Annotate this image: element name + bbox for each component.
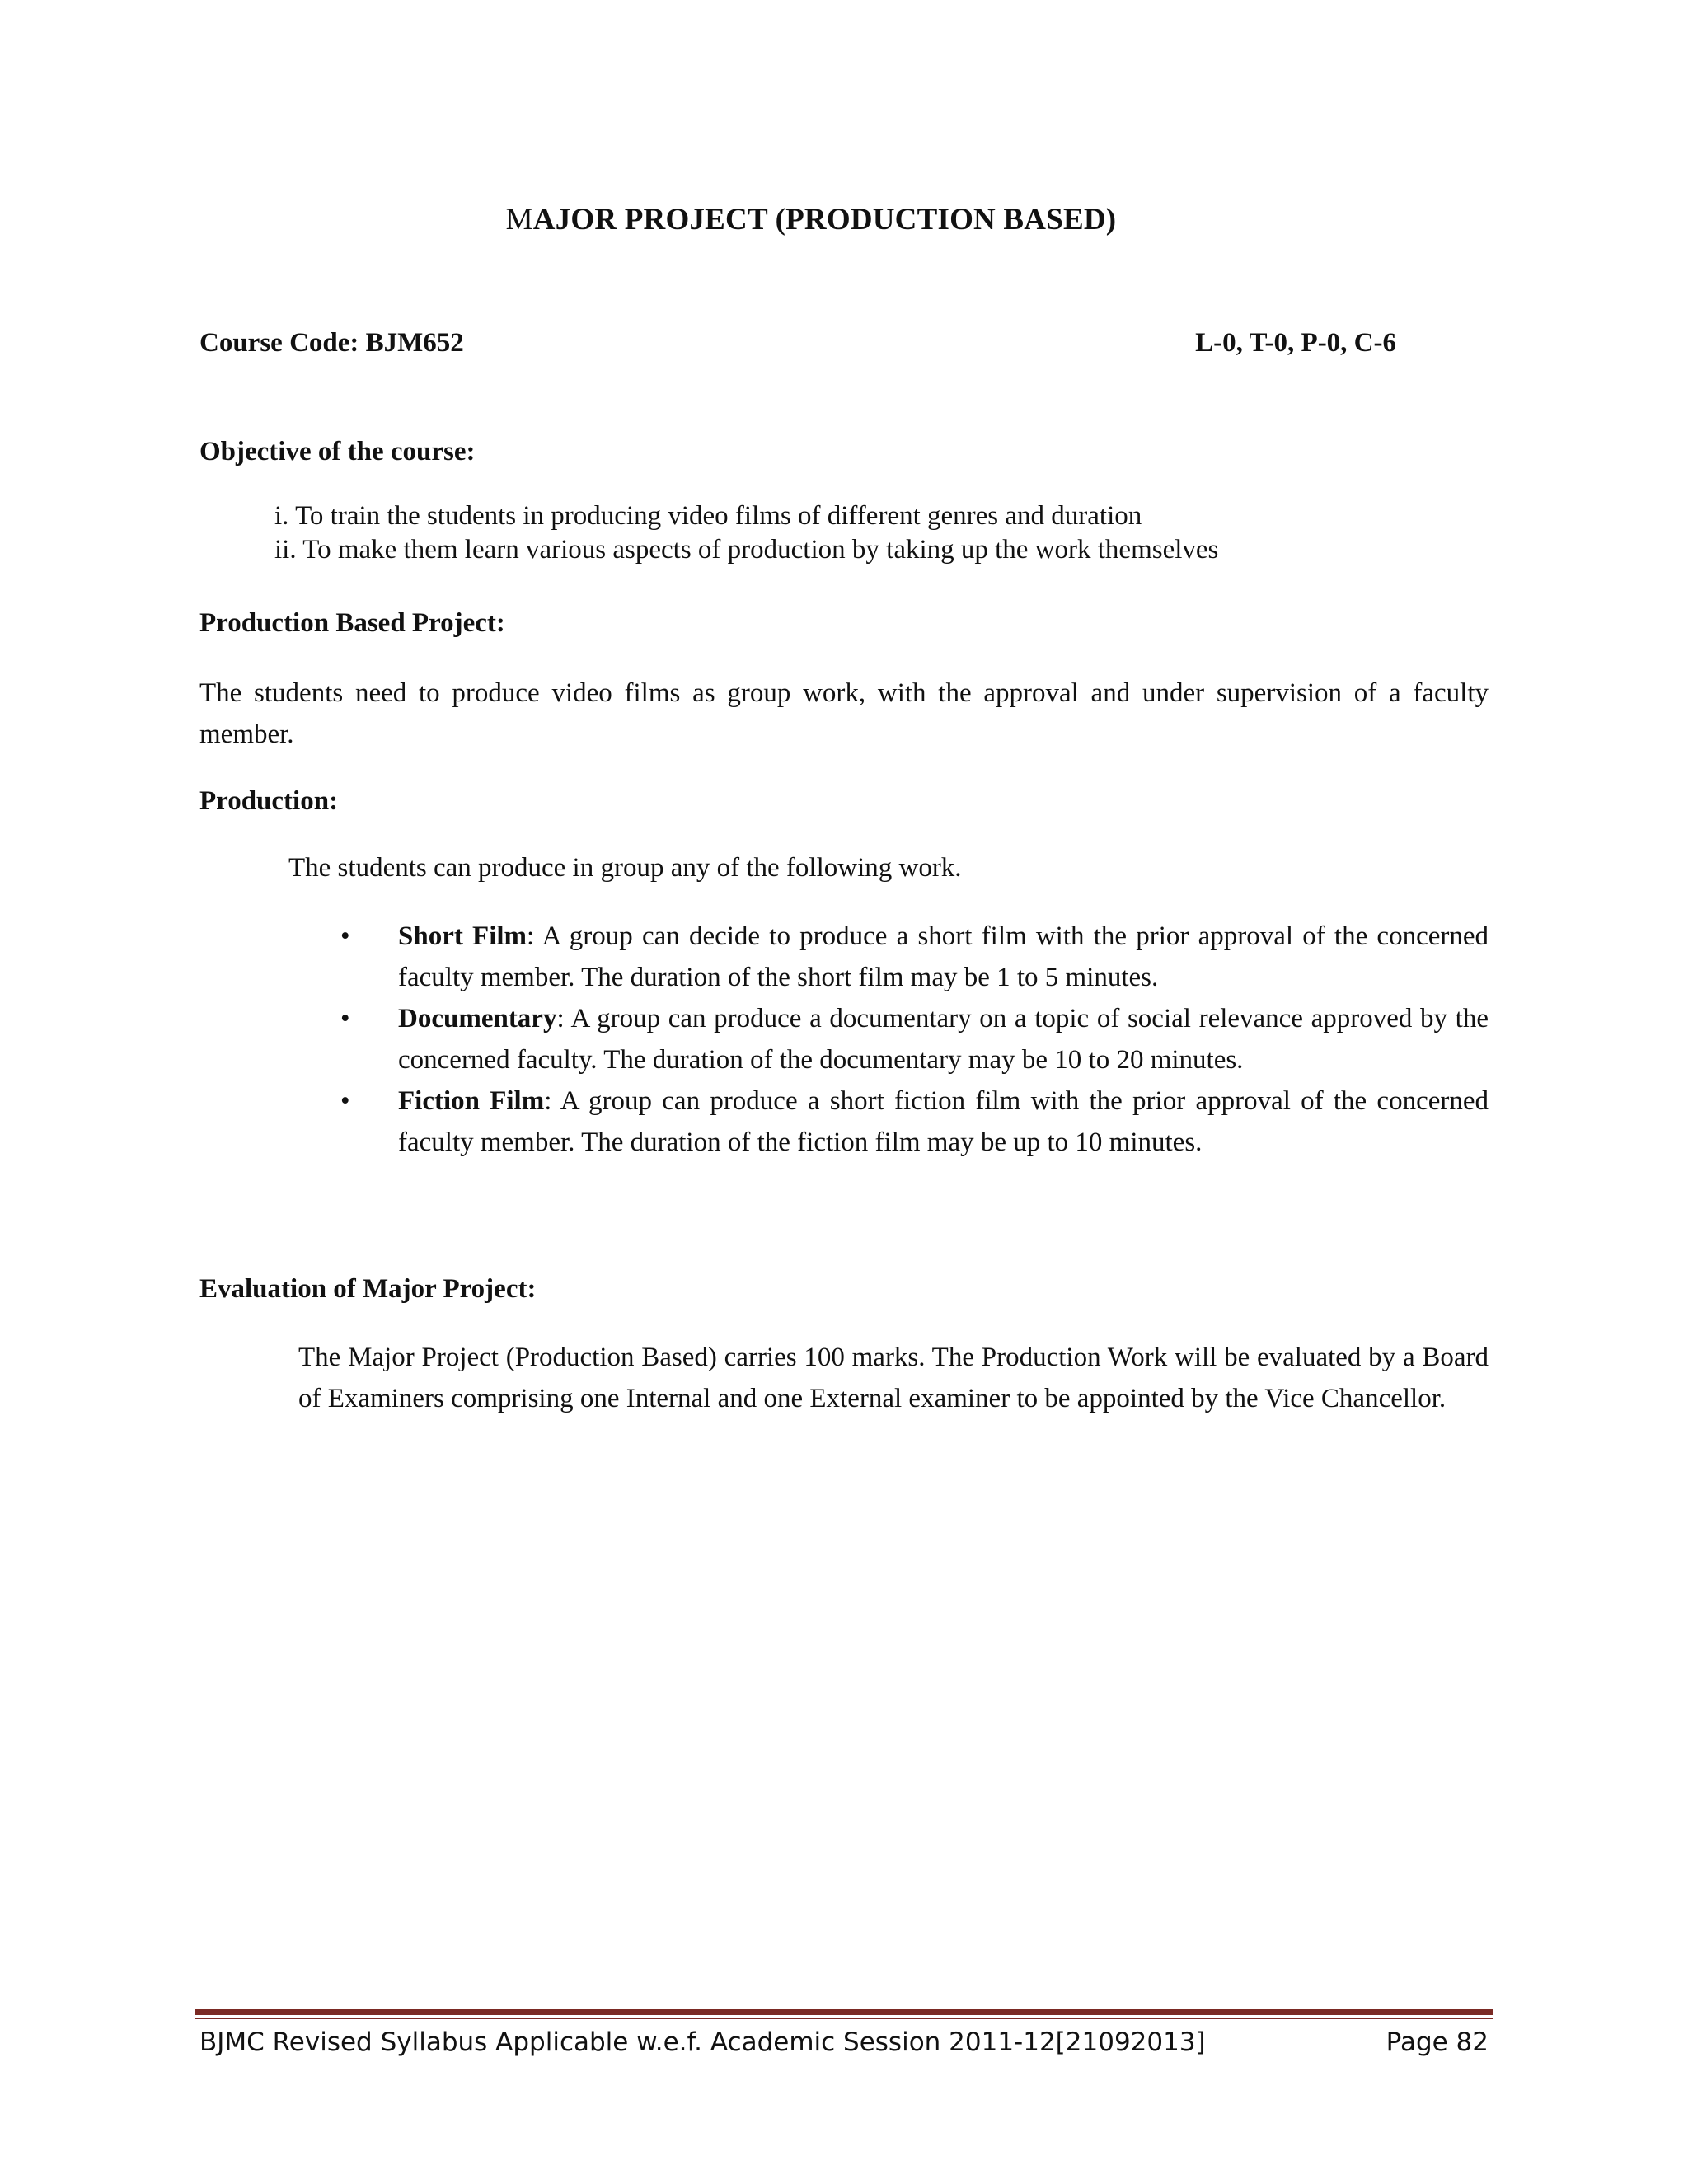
production-heading: Production: <box>199 786 339 816</box>
evaluation-heading: Evaluation of Major Project: <box>199 1274 537 1304</box>
bullet-icon: • <box>340 1086 350 1116</box>
production-based-project-heading: Production Based Project: <box>199 608 505 638</box>
page-footer <box>199 2027 1489 2057</box>
option-description: : A group can produce a short fiction film with the prior approval of the concerned faculty member. The duration of the fiction film may be up to 10 minutes. <box>398 1086 1489 1157</box>
objective-list <box>274 499 1218 567</box>
list-item <box>340 916 1489 998</box>
page-number: Page 82 <box>1386 2027 1489 2057</box>
production-based-project-text: The students need to produce video films as group work, with the approval and under supervision of a faculty member. <box>199 678 1489 749</box>
evaluation-text: The Major Project (Production Based) carries 100 marks. The Production Work will be evaluated by a Board of Examiners comprising one Internal and one External examiner to be appointed by the Vice Chancellor. <box>298 1343 1489 1413</box>
list-item <box>340 998 1489 1080</box>
footer-divider-thin <box>195 2018 1493 2019</box>
objective-heading: Objective of the course: <box>199 437 476 466</box>
objective-item: ii. To make them learn various aspects of production by taking up the work themselves <box>274 535 1219 565</box>
footer-divider <box>195 2009 1493 2015</box>
page-title <box>0 202 1622 237</box>
bullet-icon: • <box>340 921 350 951</box>
list-item <box>340 1080 1489 1163</box>
footer-text: BJMC Revised Syllabus Applicable w.e.f. Academic Session 2011-12[21092013] <box>199 2027 1206 2057</box>
course-code: Course Code: BJM652 <box>199 328 464 358</box>
option-description: : A group can decide to produce a short film with the prior approval of the concerned faculty member. The duration of the short film may be 1 to 5 minutes. <box>398 921 1489 992</box>
option-term: Short Film <box>398 921 528 951</box>
option-term: Fiction Film <box>398 1086 545 1116</box>
title-text: AJOR PROJECT (PRODUCTION BASED) <box>532 203 1117 237</box>
bullet-icon: • <box>340 1004 350 1033</box>
option-description: : A group can produce a documentary on a topic of social relevance approved by the concerned faculty. The duration of the documentary may be 10 to 20 minutes. <box>398 1004 1489 1075</box>
title-first-letter: M <box>505 203 533 237</box>
objective-item: i. To train the students in producing video films of different genres and duration <box>274 501 1142 531</box>
production-options-list <box>340 916 1489 1163</box>
production-intro: The students can produce in group any of the following work. <box>288 853 962 883</box>
option-term: Documentary <box>398 1004 557 1033</box>
course-info-row <box>199 328 1396 359</box>
course-credits: L-0, T-0, P-0, C-6 <box>1195 328 1396 358</box>
